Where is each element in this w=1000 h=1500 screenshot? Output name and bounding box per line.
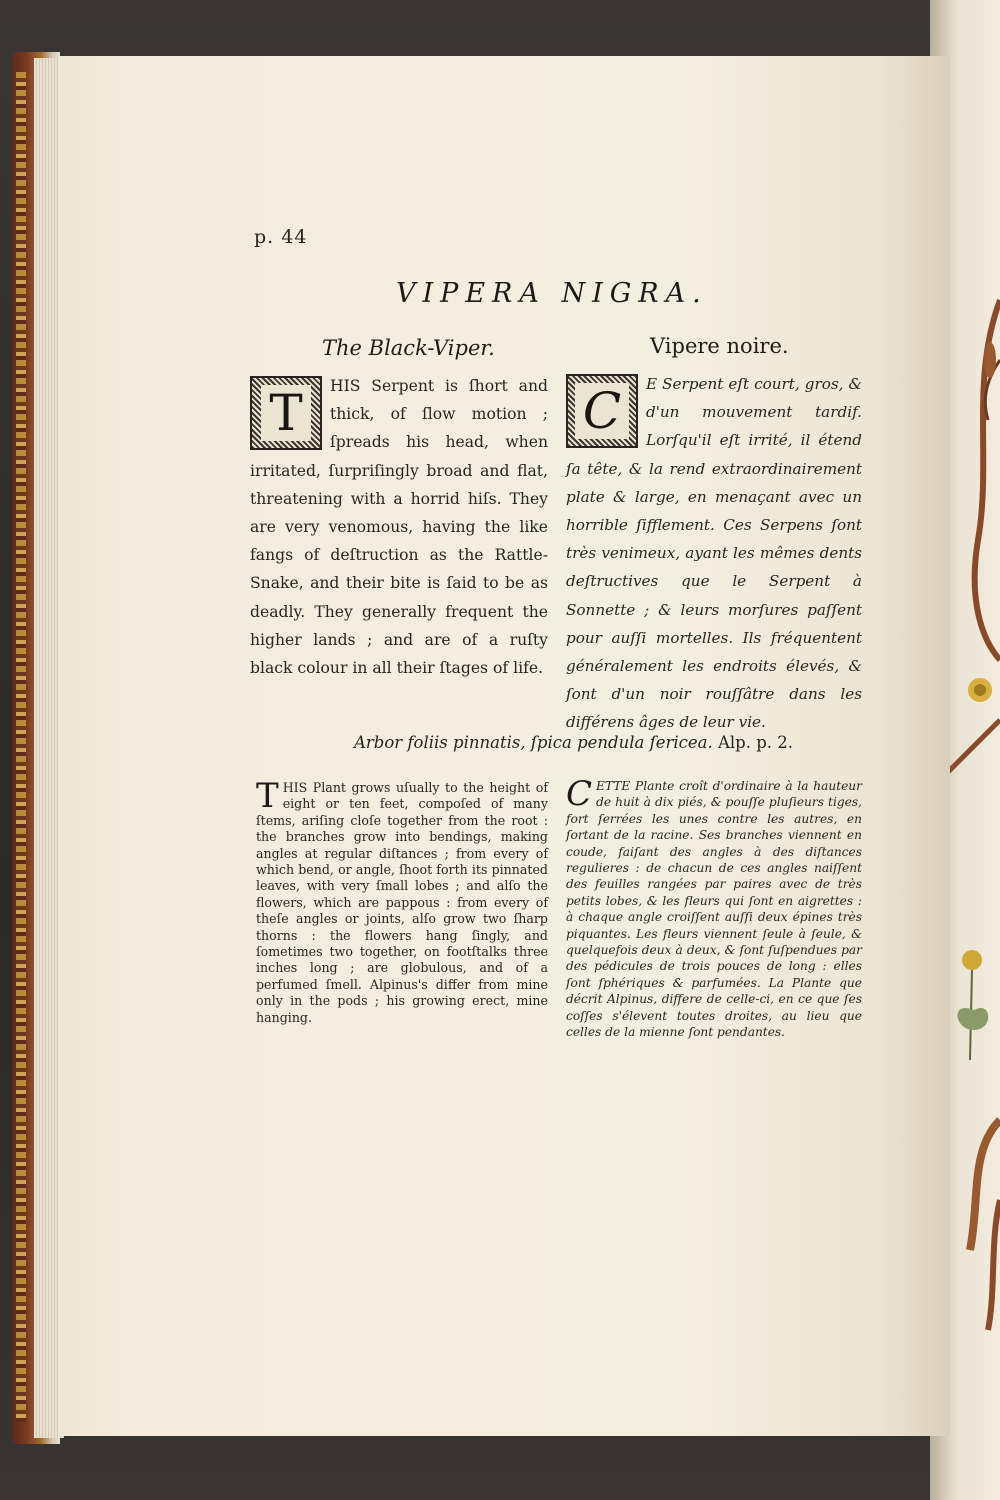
ornamental-initial: C xyxy=(566,374,638,448)
ornamental-initial: T xyxy=(250,376,322,450)
plant-initial: T xyxy=(256,776,279,816)
english-heading: The Black-Viper. xyxy=(322,336,495,360)
plant-latin-name: Arbor foliis pinnatis, ſpica pendula ſericea. xyxy=(354,733,713,752)
plant-heading xyxy=(354,733,793,752)
plant-english-text: HIS Plant grows uſually to the height of eight or ten feet, compoſed of many ſtems, ariſing cloſe together from the root : the branches grow into bendings, making angles at regular diſtances ; from every of which bend, or angle, ſhoot forth its pinnated leaves, with very ſmall lobes ; and alſo the flowers, which are pappous : from every of theſe angles or joints, alſo grow two ſharp thorns : the flowers hang ſingly, and ſometimes two together, on footſtalks three inches long ; are globulous, and of a perfumed ſmell. Alpinus's differ from mine only in the pods ; his growing erect, mine hanging. xyxy=(256,780,548,1025)
page-number: p. 44 xyxy=(254,226,308,248)
gilt-ornament xyxy=(16,72,26,1422)
page-title: VIPERA NIGRA. xyxy=(396,278,708,309)
plant-initial: C xyxy=(566,774,593,814)
plant-reference: Alp. p. 2. xyxy=(717,733,794,752)
plant-french-text: ETTE Plante croît d'ordinaire à la hauteur de huit à dix piés, & pouſſe pluſieurs tiges, fort ſerrées les unes contre les autres, en ſortant de la racine. Ses branches viennent en coude, faiſant des angles à des diſtances regulieres : de chacun de ces angles naiſſent des feuilles rangées par paires avec de très petits lobes, & les fleurs qui ſont en aigrettes : à chaque angle croiſſent auſſi deux épines très piquantes. Les fleurs viennent ſeule à ſeule, & quelquefois deux à deux, & ſont ſuſpendues par des pédicules de trois pouces de long : elles ſont ſphériques & parfumées. La Plante que décrit Alpinus, differe de celle-ci, en ce que ſes coſſes s'élevent toutes droites, au lieu que celles de la mienne ſont pendantes. xyxy=(566,779,862,1040)
french-text: E Serpent eſt court, gros, & d'un mouvement tardif. Lorſqu'il eſt irrité, il étend ſa tête, & la rend extraordinairement plate & large, en menaçant avec un horrible ſifflement. Ces Serpens ſont très venimeux, ayant les mêmes dents deſtructives que le Serpent à Sonnette ; & leurs morſures paſſent pour auſſi mortelles. Ils fréquentent généralement les endroits élevés, & ſont d'un noir rouſſâtre dans les différens âges de leur vie. xyxy=(566,375,862,732)
english-description xyxy=(250,372,548,682)
plant-french-description xyxy=(566,774,862,1041)
french-heading: Vipere noire. xyxy=(650,334,789,358)
english-text: HIS Serpent is ſhort and thick, of ſlow motion ; ſpreads his head, when irritated, ſurpriſingly broad and flat, threatening with a horrid hiſs. They are very venomous, having the like fangs of deſtruction as the Rattle-Snake, and their bite is ſaid to be as deadly. They generally frequent the higher lands ; and are of a ruſty black colour in all their ſtages of life. xyxy=(250,377,548,678)
french-description xyxy=(566,370,862,737)
plant-english-description xyxy=(256,776,548,1026)
